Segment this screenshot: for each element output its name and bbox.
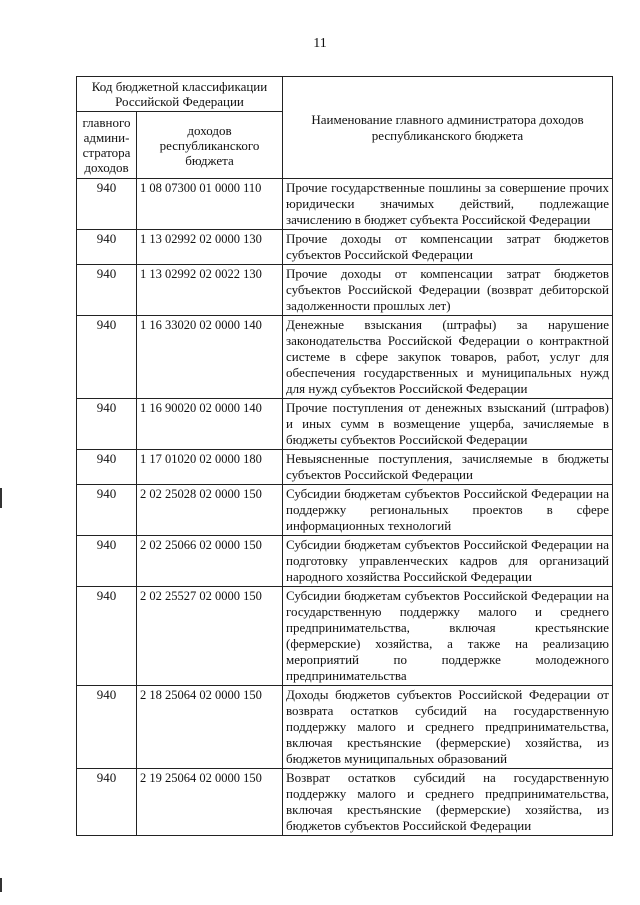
revenue-name-cell: Субсидии бюджетам субъектов Российской Федерации на подготовку управленческих кадров для организаций народного хозяйства Российской Федерации	[283, 536, 613, 587]
table-row	[77, 686, 613, 769]
table-row	[77, 536, 613, 587]
admin-code-cell: 940	[77, 686, 137, 769]
budget-code-cell: 1 16 90020 02 0000 140	[137, 399, 283, 450]
header-admin-code: главного админи-стратора доходов	[77, 112, 137, 179]
table-row	[77, 769, 613, 836]
admin-code-cell: 940	[77, 230, 137, 265]
admin-code-cell: 940	[77, 399, 137, 450]
table-body	[77, 179, 613, 836]
scan-margin-mark	[0, 488, 2, 508]
revenue-name-cell: Возврат остатков субсидий на государственную поддержку малого и среднего предпринимательства, включая крестьянские (фермерские) хозяйства, из бюджетов субъектов Российской Федерации	[283, 769, 613, 836]
admin-code-cell: 940	[77, 536, 137, 587]
revenue-name-cell: Прочие доходы от компенсации затрат бюджетов субъектов Российской Федерации (возврат дебиторской задолженности прошлых лет)	[283, 265, 613, 316]
budget-code-cell: 2 02 25028 02 0000 150	[137, 485, 283, 536]
table-header-row	[77, 77, 613, 112]
admin-code-cell: 940	[77, 316, 137, 399]
header-income-code: доходов республиканского бюджета	[137, 112, 283, 179]
admin-code-cell: 940	[77, 179, 137, 230]
header-budget-classification-code: Код бюджетной классификации Российской Федерации	[77, 77, 283, 112]
budget-code-cell: 2 18 25064 02 0000 150	[137, 686, 283, 769]
header-administrator-name: Наименование главного администратора доходов республиканского бюджета	[283, 77, 613, 179]
budget-code-cell: 2 02 25066 02 0000 150	[137, 536, 283, 587]
revenue-name-cell: Субсидии бюджетам субъектов Российской Федерации на государственную поддержку малого и среднего предпринимательства, включая крестьянские (фермерские) хозяйства, а также на реализацию мероприятий по поддержке молодежного предпринимательства	[283, 587, 613, 686]
budget-code-cell: 1 17 01020 02 0000 180	[137, 450, 283, 485]
budget-code-cell: 2 19 25064 02 0000 150	[137, 769, 283, 836]
admin-code-cell: 940	[77, 587, 137, 686]
table-row	[77, 485, 613, 536]
revenue-name-cell: Доходы бюджетов субъектов Российской Федерации от возврата остатков субсидий на государственную поддержку малого и среднего предпринимательства, включая крестьянские (фермерские) хозяйства, из бюджетов муниципальных образований	[283, 686, 613, 769]
table-row	[77, 587, 613, 686]
table-row	[77, 230, 613, 265]
page-number: 11	[313, 36, 327, 51]
revenue-name-cell: Невыясненные поступления, зачисляемые в бюджеты субъектов Российской Федерации	[283, 450, 613, 485]
budget-code-cell: 1 13 02992 02 0022 130	[137, 265, 283, 316]
revenue-name-cell: Прочие доходы от компенсации затрат бюджетов субъектов Российской Федерации	[283, 230, 613, 265]
table-row	[77, 265, 613, 316]
table-row	[77, 450, 613, 485]
admin-code-cell: 940	[77, 450, 137, 485]
budget-code-cell: 1 16 33020 02 0000 140	[137, 316, 283, 399]
budget-code-cell: 1 13 02992 02 0000 130	[137, 230, 283, 265]
budget-code-cell: 2 02 25527 02 0000 150	[137, 587, 283, 686]
table-row	[77, 399, 613, 450]
admin-code-cell: 940	[77, 769, 137, 836]
budget-code-cell: 1 08 07300 01 0000 110	[137, 179, 283, 230]
admin-code-cell: 940	[77, 485, 137, 536]
admin-code-cell: 940	[77, 265, 137, 316]
revenue-name-cell: Прочие поступления от денежных взысканий (штрафов) и иных сумм в возмещение ущерба, зачисляемые в бюджеты субъектов Российской Федерации	[283, 399, 613, 450]
table-row	[77, 179, 613, 230]
table-row	[77, 316, 613, 399]
budget-classification-table	[76, 76, 613, 836]
revenue-name-cell: Денежные взыскания (штрафы) за нарушение законодательства Российской Федерации о контрактной системе в сфере закупок товаров, работ, услуг для обеспечения государственных и муниципальных нужд для нужд субъектов Российской Федерации	[283, 316, 613, 399]
scan-margin-mark	[0, 878, 2, 892]
revenue-name-cell: Субсидии бюджетам субъектов Российской Федерации на поддержку региональных проектов в сфере информационных технологий	[283, 485, 613, 536]
revenue-name-cell: Прочие государственные пошлины за совершение прочих юридически значимых действий, подлежащие зачислению в бюджет субъекта Российской Федерации	[283, 179, 613, 230]
